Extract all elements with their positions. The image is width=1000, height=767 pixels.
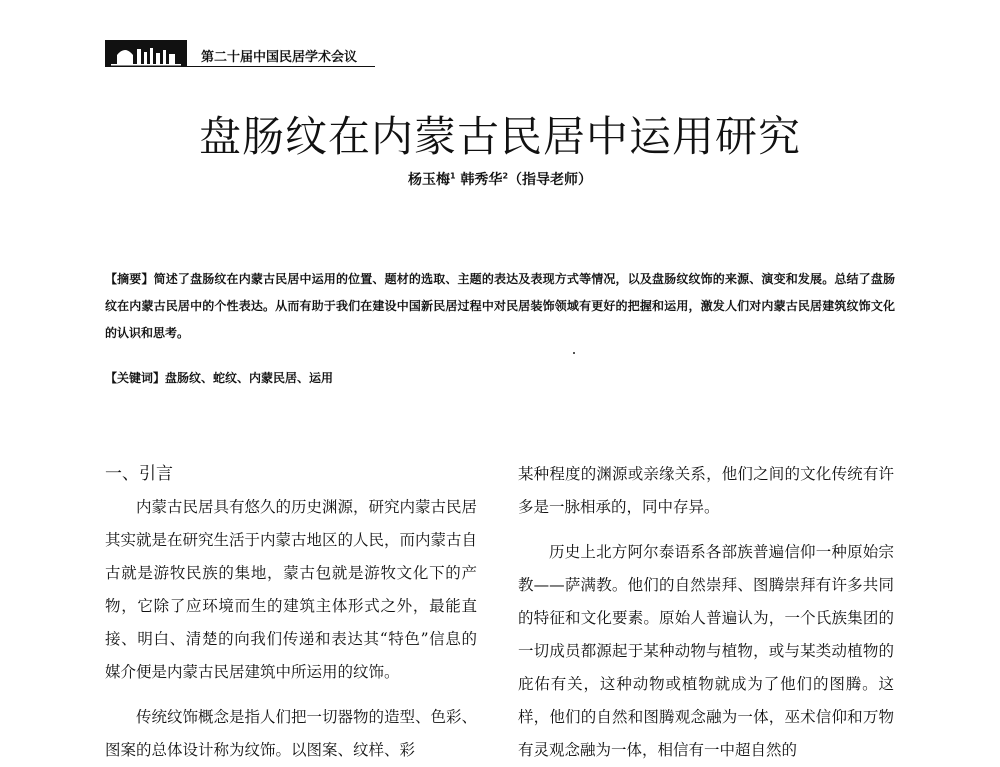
- building-silhouette-icon: [105, 40, 187, 67]
- abstract-label: 【摘要】: [105, 272, 154, 286]
- paper-title: 盘肠纹在内蒙古民居中运用研究: [198, 112, 801, 161]
- author-affiliation-mark: 2: [502, 171, 509, 181]
- scan-speck: [573, 352, 575, 354]
- body-paragraph: 传统纹饰概念是指人们把一切器物的造型、色彩、图案的总体设计称为纹饰。以图案、纹样、彩: [105, 708, 478, 759]
- author-name: 杨玉梅: [407, 172, 450, 188]
- header-rule: [105, 66, 375, 67]
- body-paragraph: 内蒙古民居具有悠久的历史渊源，研究内蒙古民居其实就是在研究生活于内蒙古地区的人民，而内蒙古自古就是游牧民族的集地，蒙古包就是游牧文化下的产物，它除了应环境而生的建筑主体形式之外，最能直接、明白、清楚的向我们传递和表达其“特色”信息的媒介便是内蒙古民居建筑中所运用的纹饰。: [105, 498, 478, 681]
- conference-header: [105, 40, 375, 68]
- abstract: [105, 266, 895, 347]
- abstract-text: 简述了盘肠纹在内蒙古民居中运用的位置、题材的选取、主题的表达及表现方式等情况，以及盘肠纹纹饰的来源、演变和发展。总结了盘肠纹在内蒙古民居中的个性表达。从而有助于我们在建设中国新民居过程中对民居装饰领域有更好的把握和运用，激发人们对内蒙古民居建筑纹饰文化的认识和思考。: [105, 272, 895, 340]
- paragraph-gap: [105, 689, 477, 701]
- body-column-right: [518, 458, 894, 767]
- keywords-text: 盘肠纹、蛇纹、内蒙民居、运用: [165, 371, 334, 385]
- keywords: [105, 369, 333, 386]
- author-role: （指导老师）: [508, 172, 593, 188]
- author-affiliation-mark: 1: [449, 171, 456, 181]
- body-paragraph: 历史上北方阿尔泰语系各部族普遍信仰一种原始宗教——萨满教。他们的自然崇拜、图腾崇拜有许多共同的特征和文化要素。原始人普遍认为，一个氏族集团的一切成员都源起于某种动物与植物，或与某类动植物的庇佑有关，这种动物或植物就成为了他们的图腾。这样，他们的自然和图腾观念融为一体，巫术信仰和万物有灵观念融为一体，相信有一中超自然的: [518, 543, 894, 759]
- author-name: 韩秀华: [460, 172, 503, 188]
- author-line: [0, 169, 1000, 189]
- paragraph-gap: [518, 524, 894, 536]
- conference-logo: [105, 40, 187, 67]
- conference-name: 第二十届中国民居学术会议: [201, 50, 358, 65]
- body-paragraph: 某种程度的渊源或亲缘关系，他们之间的文化传统有许多是一脉相承的，同中存异。: [518, 465, 894, 516]
- section-heading: 一、引言: [105, 464, 173, 484]
- keywords-label: 【关键词】: [105, 371, 166, 385]
- body-column-left: [105, 458, 477, 767]
